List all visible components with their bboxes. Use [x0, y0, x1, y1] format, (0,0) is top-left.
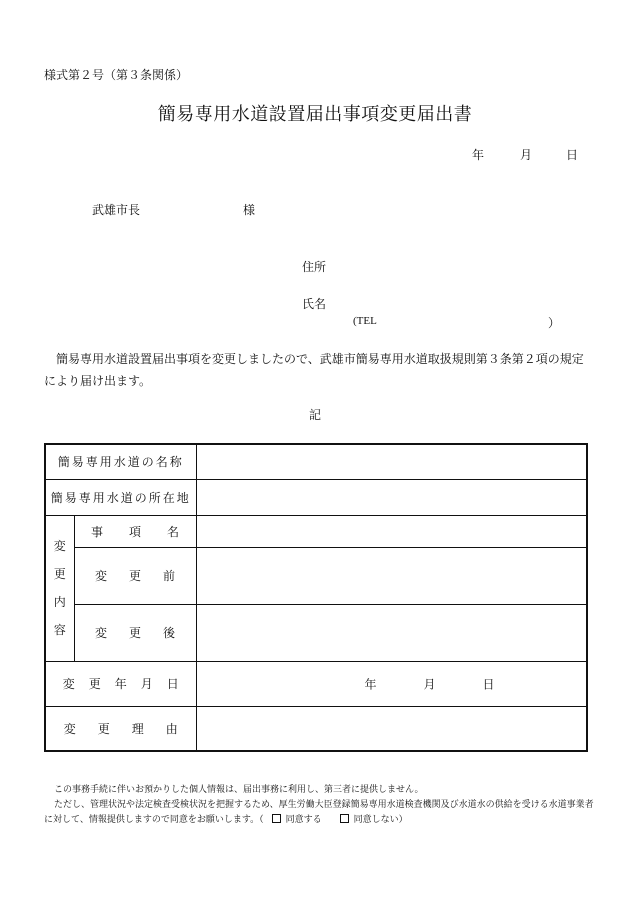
agree-checkbox[interactable]: [272, 814, 281, 823]
agree-label: 同意する: [285, 815, 322, 825]
label-after-change: 変 更 後: [74, 604, 196, 661]
body-text: 簡易専用水道設置届出事項を変更しましたので、武雄市簡易専用水道取扱規則第３条第２項の規定により届け出ます。: [44, 352, 584, 388]
address-label: 住所: [302, 260, 327, 274]
disagree-checkbox[interactable]: [340, 814, 349, 823]
form-number: 様式第２号（第３条関係）: [44, 68, 189, 82]
label-change-reason: 変 更 理 由: [45, 706, 196, 751]
recipient: 武雄市長: [92, 203, 141, 217]
date-day-label: 日: [566, 148, 579, 162]
change-date-year: 年: [364, 677, 377, 691]
privacy-line-2: ただし、管理状況や法定検査受検状況を把握するため、厚生労働大臣登録簡易専用水道検査機関及び水道水の供給を受ける水道事業者に対して、情報提供しますので同意をお願いします。（ 同意する 同意しない）: [44, 800, 594, 825]
table-row: [45, 706, 587, 751]
label-water-supply-name: 簡易専用水道の名称: [45, 444, 196, 479]
table-row: [45, 479, 587, 515]
value-water-supply-location[interactable]: [196, 479, 587, 515]
date-month-label: 月: [520, 148, 533, 162]
table-row: [45, 604, 587, 661]
privacy-notice: [44, 783, 594, 828]
table-row: [45, 444, 587, 479]
table-row: [45, 515, 587, 547]
value-water-supply-name[interactable]: [196, 444, 587, 479]
tel-close-paren: ）: [548, 316, 561, 330]
value-after-change[interactable]: [196, 604, 587, 661]
label-change-content: 変 更 内 容: [45, 515, 74, 661]
value-change-date[interactable]: [196, 661, 587, 706]
table-row: [45, 547, 587, 604]
label-change-date: 変 更 年 月 日: [45, 661, 196, 706]
change-date-month: 月: [423, 677, 436, 691]
value-before-change[interactable]: [196, 547, 587, 604]
name-label: 氏名: [302, 297, 327, 311]
label-item-name: 事 項 名: [74, 515, 196, 547]
form-title: 簡易専用水道設置届出事項変更届出書: [157, 104, 473, 125]
tel-label: (TEL: [353, 315, 377, 327]
table-row: [45, 661, 587, 706]
value-change-reason[interactable]: [196, 706, 587, 751]
form-table: [44, 443, 588, 752]
label-water-supply-location: 簡易専用水道の所在地: [45, 479, 196, 515]
privacy-line-1: この事務手続に伴いお預かりした個人情報は、届出事務に利用し、第三者に提供しません。: [54, 785, 424, 795]
date-year-label: 年: [472, 148, 485, 162]
change-date-day: 日: [482, 677, 495, 691]
ki-heading: 記: [308, 408, 321, 422]
recipient-honorific: 様: [243, 203, 256, 217]
label-before-change: 変 更 前: [74, 547, 196, 604]
disagree-label: 同意しない）: [353, 815, 408, 825]
value-item-name[interactable]: [196, 515, 587, 547]
